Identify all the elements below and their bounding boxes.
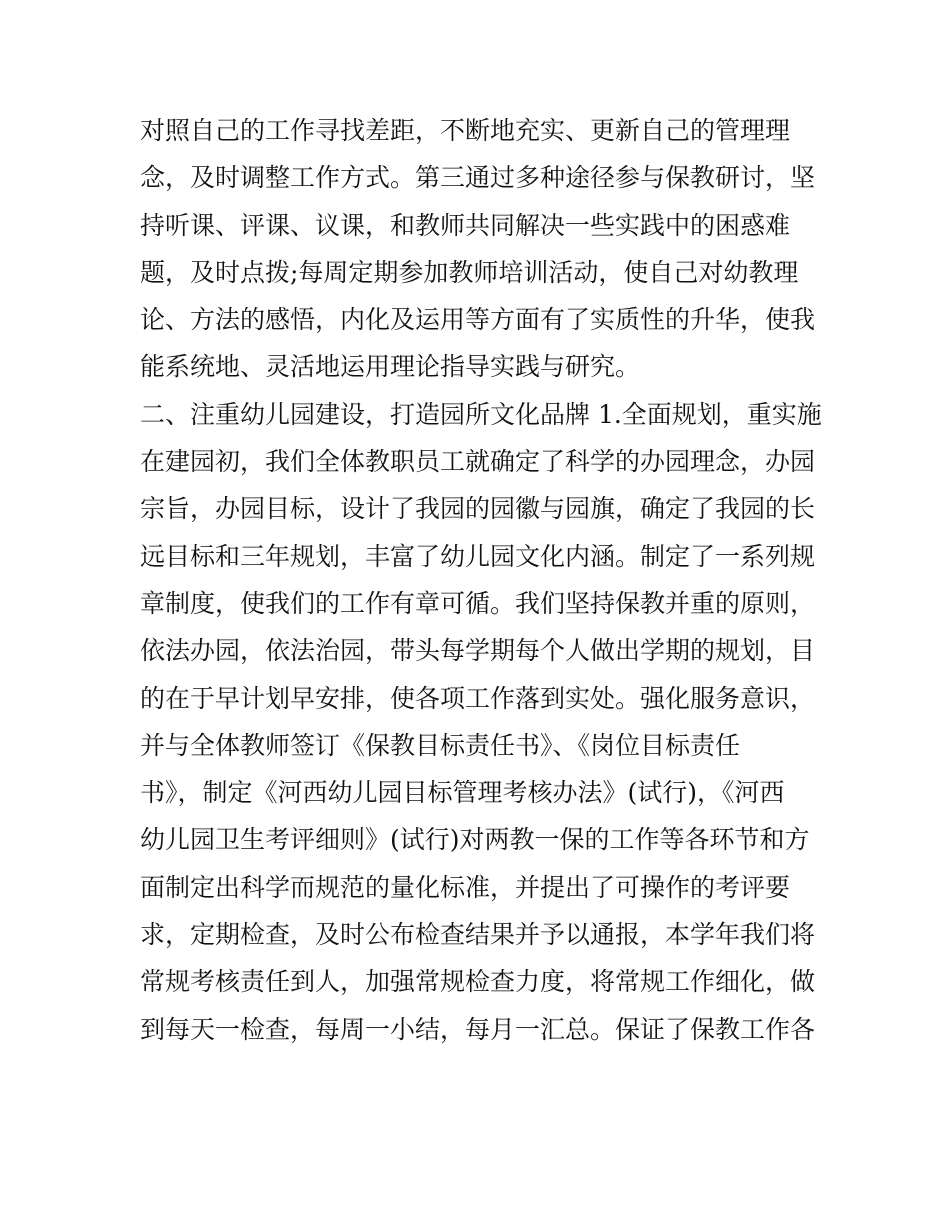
text-line: 章制度，使我们的工作有章可循。我们坚持保教并重的原则， <box>140 588 816 618</box>
text-line: 题，及时点拨;每周定期参加教师培训活动，使自己对幼教理 <box>140 257 799 287</box>
text-line: 宗旨，办园目标，设计了我园的园徽与园旗，确定了我园的长 <box>140 494 816 524</box>
text-line: 对照自己的工作寻找差距，不断地充实、更新自己的管理理 <box>140 116 791 145</box>
text-line: 持听课、评课、议课，和教师共同解决一些实践中的困惑难 <box>140 210 791 240</box>
text-line: 的在于早计划早安排，使各项工作落到实处。强化服务意识， <box>140 683 816 713</box>
body-text <box>140 107 830 1053</box>
section-heading-line: 二、注重幼儿园建设，打造园所文化品牌 1.全面规划，重实施 <box>140 399 822 429</box>
text-line: 能系统地、灵活地运用理论指导实践与研究。 <box>140 352 641 382</box>
text-line: 并与全体教师签订《保教目标责任书》、《岗位目标责任 <box>140 730 741 760</box>
text-line: 书》，制定《河西幼儿园目标管理考核办法》(试行)，《河西 <box>140 778 785 808</box>
text-line: 到每天一检查，每周一小结，每月一汇总。保证了保教工作各 <box>140 1014 816 1044</box>
text-line: 面制定出科学而规范的量化标准，并提出了可操作的考评要 <box>140 872 791 902</box>
text-line: 念，及时调整工作方式。第三通过多种途径参与保教研讨，坚 <box>140 163 816 193</box>
text-line: 论、方法的感悟，内化及运用等方面有了实质性的升华，使我 <box>140 305 816 335</box>
text-line: 常规考核责任到人，加强常规检查力度，将常规工作细化，做 <box>140 967 816 997</box>
text-line: 幼儿园卫生考评细则》(试行)对两教一保的工作等各环节和方 <box>140 825 810 855</box>
text-line: 远目标和三年规划，丰富了幼儿园文化内涵。制定了一系列规 <box>140 541 816 571</box>
text-line: 求，定期检查，及时公布检查结果并予以通报，本学年我们将 <box>140 920 816 950</box>
text-line: 依法办园，依法治园，带头每学期每个人做出学期的规划，目 <box>140 636 816 666</box>
text-line: 在建园初，我们全体教职员工就确定了科学的办园理念，办园 <box>140 447 816 477</box>
